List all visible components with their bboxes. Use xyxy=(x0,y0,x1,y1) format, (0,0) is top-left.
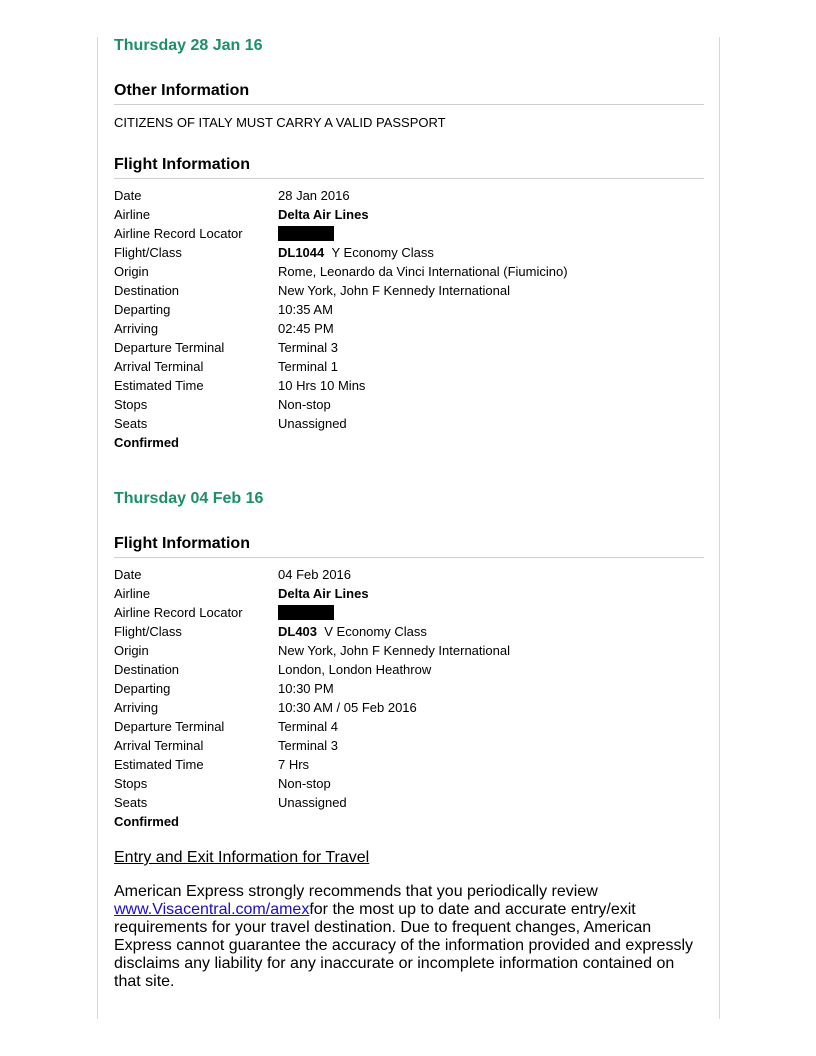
table-row xyxy=(114,795,510,814)
flight-information-title: Flight Information xyxy=(114,534,704,558)
flight-details-table xyxy=(114,188,568,435)
row-label: Origin xyxy=(114,643,149,658)
row-value: Unassigned xyxy=(278,416,347,431)
row-label: Departure Terminal xyxy=(114,340,225,355)
row-label: Date xyxy=(114,567,142,582)
row-label: Flight/Class xyxy=(114,624,182,639)
row-label: Airline Record Locator xyxy=(114,226,243,241)
row-label: Arriving xyxy=(114,321,159,336)
day-heading: Thursday 28 Jan 16 xyxy=(114,37,263,54)
flight-details-table xyxy=(114,567,510,814)
row-label: Destination xyxy=(114,283,180,298)
row-value: Non-stop xyxy=(278,776,331,791)
row-value: Terminal 3 xyxy=(278,340,338,355)
row-label: Departing xyxy=(114,302,171,317)
row-value: London, London Heathrow xyxy=(278,662,432,677)
table-row xyxy=(114,245,568,264)
row-label: Stops xyxy=(114,776,148,791)
table-row xyxy=(114,378,568,397)
table-row xyxy=(114,207,568,226)
row-value: 10 Hrs 10 Mins xyxy=(278,378,366,393)
page-border-right xyxy=(719,37,720,1019)
table-row xyxy=(114,264,568,283)
itinerary-content xyxy=(114,36,704,991)
table-row xyxy=(114,643,510,662)
row-value: Unassigned xyxy=(278,795,347,810)
row-label: Estimated Time xyxy=(114,378,204,393)
flight-number: DL403 xyxy=(278,624,318,639)
row-value: 02:45 PM xyxy=(278,321,334,336)
row-value: New York, John F Kennedy International xyxy=(278,643,510,658)
entry-intro-text: American Express strongly recommends that you periodically review xyxy=(114,883,598,900)
table-row xyxy=(114,340,568,359)
row-value: Terminal 3 xyxy=(278,738,338,753)
row-value: 10:30 PM xyxy=(278,681,334,696)
table-row xyxy=(114,283,568,302)
flight-information-title: Flight Information xyxy=(114,155,704,179)
booking-status: Confirmed xyxy=(114,435,179,450)
row-label: Airline xyxy=(114,207,151,222)
page-border-left xyxy=(97,37,98,1019)
entry-exit-heading: Entry and Exit Information for Travel xyxy=(114,849,370,866)
row-label: Airline xyxy=(114,586,151,601)
row-value: 04 Feb 2016 xyxy=(278,567,352,582)
table-row xyxy=(114,321,568,340)
row-label: Arrival Terminal xyxy=(114,738,204,753)
entry-body-text: for the most up to date and accurate entry/exit requirements for your travel destination. Due to frequent changes, American Express cannot guarantee the accuracy of the information provided and expressly disclaims any liability for any inaccurate or incomplete information contained on that site. xyxy=(114,901,693,990)
row-value: Terminal 4 xyxy=(278,719,338,734)
row-value: Non-stop xyxy=(278,397,331,412)
day-heading: Thursday 04 Feb 16 xyxy=(114,490,264,507)
row-label: Flight/Class xyxy=(114,245,182,260)
row-label: Departure Terminal xyxy=(114,719,225,734)
other-information-title: Other Information xyxy=(114,81,704,105)
table-row xyxy=(114,662,510,681)
row-value: 7 Hrs xyxy=(278,757,310,772)
other-information-text: CITIZENS OF ITALY MUST CARRY A VALID PASSPORT xyxy=(114,115,446,130)
table-row xyxy=(114,776,510,795)
cabin-class: Y Economy Class xyxy=(331,245,434,260)
row-value: 28 Jan 2016 xyxy=(278,188,350,203)
row-value: New York, John F Kennedy International xyxy=(278,283,510,298)
row-label: Date xyxy=(114,188,142,203)
row-value: 10:30 AM / 05 Feb 2016 xyxy=(278,700,417,715)
table-row xyxy=(114,359,568,378)
table-row xyxy=(114,226,568,245)
table-row xyxy=(114,302,568,321)
row-label: Stops xyxy=(114,397,148,412)
table-row xyxy=(114,719,510,738)
table-row xyxy=(114,567,510,586)
table-row xyxy=(114,757,510,776)
row-value: 10:35 AM xyxy=(278,302,333,317)
row-value: Terminal 1 xyxy=(278,359,338,374)
row-label: Airline Record Locator xyxy=(114,605,243,620)
entry-exit-paragraph xyxy=(114,883,704,991)
visacentral-link[interactable]: www.Visacentral.com/amex xyxy=(114,901,310,918)
table-row xyxy=(114,624,510,643)
row-value: Rome, Leonardo da Vinci International (Fiumicino) xyxy=(278,264,568,279)
table-row xyxy=(114,188,568,207)
redacted-record-locator xyxy=(278,605,334,620)
table-row xyxy=(114,681,510,700)
table-row xyxy=(114,397,568,416)
airline-name: Delta Air Lines xyxy=(278,586,369,601)
row-label: Departing xyxy=(114,681,171,696)
airline-name: Delta Air Lines xyxy=(278,207,369,222)
table-row xyxy=(114,700,510,719)
row-label: Estimated Time xyxy=(114,757,204,772)
row-label: Seats xyxy=(114,416,148,431)
table-row xyxy=(114,605,510,624)
cabin-class: V Economy Class xyxy=(324,624,427,639)
table-row xyxy=(114,416,568,435)
table-row xyxy=(114,738,510,757)
row-label: Destination xyxy=(114,662,180,677)
flight-number: DL1044 xyxy=(278,245,325,260)
table-row xyxy=(114,586,510,605)
booking-status: Confirmed xyxy=(114,814,179,829)
row-label: Arrival Terminal xyxy=(114,359,204,374)
row-label: Arriving xyxy=(114,700,159,715)
redacted-record-locator xyxy=(278,226,334,241)
row-label: Seats xyxy=(114,795,148,810)
row-label: Origin xyxy=(114,264,149,279)
